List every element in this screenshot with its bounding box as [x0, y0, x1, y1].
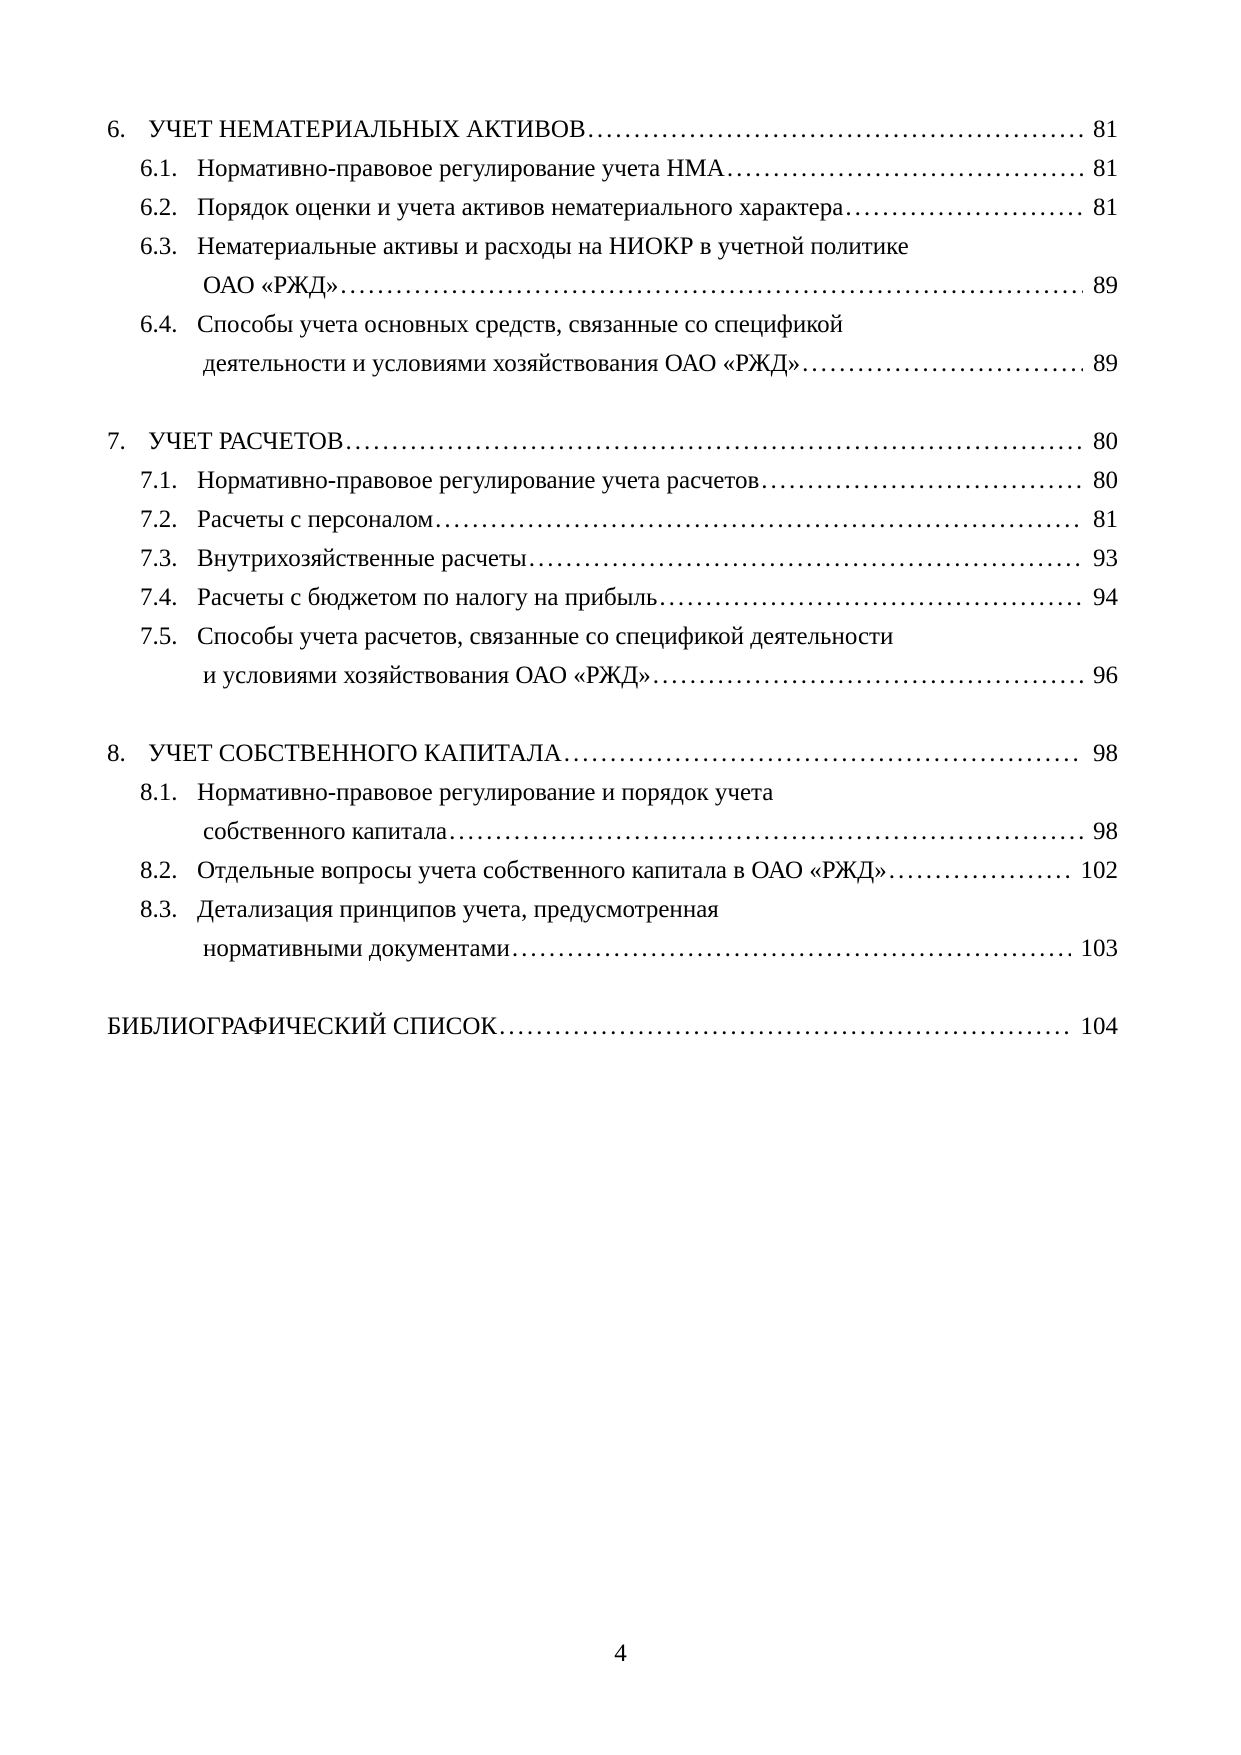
toc-entry-continuation — [107, 812, 1118, 851]
dot-leader — [346, 422, 1084, 461]
toc-entry-title: Детализация принципов учета, предусмотренная — [197, 896, 719, 923]
toc-entry-8.1 — [107, 773, 1118, 812]
dot-leader — [761, 461, 1083, 500]
toc-entry-number: 7.4. — [140, 584, 178, 611]
toc-entry-6.2 — [107, 188, 1118, 227]
toc-entry-number: 6. — [107, 116, 126, 143]
toc-entry-continuation — [107, 344, 1118, 383]
page-footer-number: 4 — [614, 1640, 627, 1667]
toc-entry-title: Способы учета основных средств, связанные со спецификой — [197, 311, 843, 338]
toc-entry-title: Способы учета расчетов, связанные со спецификой деятельности — [197, 623, 894, 650]
toc-entry-number: 8. — [107, 740, 126, 767]
dot-leader — [889, 851, 1071, 890]
toc-entry-page-number: 81 — [1093, 506, 1118, 533]
toc-entry-title: Нематериальные активы и расходы на НИОКР в учетной политике — [197, 233, 909, 260]
toc-entry-7.2 — [107, 500, 1118, 539]
toc-entry-title: Расчеты с бюджетом по налогу на прибыль — [197, 584, 658, 611]
toc-entry-title: УЧЕТ СОБСТВЕННОГО КАПИТАЛА — [148, 740, 562, 767]
dot-leader — [588, 110, 1083, 149]
toc-entry-continuation — [107, 656, 1118, 695]
toc-entry-7.5 — [107, 617, 1118, 656]
dot-leader — [564, 734, 1083, 773]
toc-entry-title: собственного капитала — [203, 818, 448, 845]
toc-entry-title: Нормативно-правовое регулирование учета НМА — [197, 155, 725, 182]
toc-entry-7.3 — [107, 539, 1118, 578]
toc-entry-number: 7.2. — [140, 506, 178, 533]
toc-entry-title: нормативными документами — [203, 935, 510, 962]
toc-entry-page-number: 89 — [1093, 272, 1118, 299]
toc-entry-6.1 — [107, 149, 1118, 188]
toc-entry-continuation — [107, 266, 1118, 305]
toc-entry-title: БИБЛИОГРАФИЧЕСКИЙ СПИСОК — [107, 1013, 498, 1040]
toc-entry-title: деятельности и условиями хозяйствования ОАО «РЖД» — [203, 350, 801, 377]
toc-entry-number: 8.3. — [140, 896, 178, 923]
toc-entry-8.3 — [107, 890, 1118, 929]
dot-leader — [659, 578, 1083, 617]
table-of-contents — [107, 110, 1118, 1046]
toc-entry-title: Нормативно-правовое регулирование и порядок учета — [197, 779, 774, 806]
toc-entry-6.3 — [107, 227, 1118, 266]
toc-entry-number: 6.4. — [140, 311, 178, 338]
dot-leader — [529, 539, 1083, 578]
dot-leader — [845, 188, 1083, 227]
toc-entry-bibliography — [107, 1007, 1118, 1046]
toc-entry-page-number: 93 — [1093, 545, 1118, 572]
toc-entry-page-number: 102 — [1080, 857, 1118, 884]
toc-entry-page-number: 98 — [1093, 740, 1118, 767]
toc-entry-page-number: 94 — [1093, 584, 1118, 611]
toc-entry-page-number: 98 — [1093, 818, 1118, 845]
toc-entry-page-number: 80 — [1093, 467, 1118, 494]
toc-entry-number: 7. — [107, 428, 126, 455]
toc-entry-6 — [107, 110, 1118, 149]
toc-entry-title: Внутрихозяйственные расчеты — [197, 545, 527, 572]
toc-entry-6.4 — [107, 305, 1118, 344]
toc-entry-title: Отдельные вопросы учета собственного капитала в ОАО «РЖД» — [197, 857, 887, 884]
toc-entry-7 — [107, 422, 1118, 461]
toc-entry-page-number: 81 — [1093, 155, 1118, 182]
dot-leader — [435, 500, 1083, 539]
toc-entry-number: 8.2. — [140, 857, 178, 884]
toc-entry-number: 6.3. — [140, 233, 178, 260]
toc-entry-page-number: 80 — [1093, 428, 1118, 455]
toc-entry-7.4 — [107, 578, 1118, 617]
toc-entry-title: УЧЕТ НЕМАТЕРИАЛЬНЫХ АКТИВОВ — [148, 116, 586, 143]
toc-entry-number: 6.2. — [140, 194, 178, 221]
toc-entry-page-number: 81 — [1093, 116, 1118, 143]
toc-entry-title: Нормативно-правовое регулирование учета расчетов — [197, 467, 760, 494]
toc-entry-number: 7.5. — [140, 623, 178, 650]
dot-leader — [340, 266, 1083, 305]
dot-leader — [449, 812, 1083, 851]
toc-entry-number: 6.1. — [140, 155, 178, 182]
toc-entry-title: Расчеты с персоналом — [197, 506, 434, 533]
dot-leader — [499, 1007, 1070, 1046]
toc-entry-title: Порядок оценки и учета активов нематериального характера — [197, 194, 844, 221]
toc-entry-continuation — [107, 929, 1118, 968]
toc-entry-8 — [107, 734, 1118, 773]
toc-entry-title: и условиями хозяйствования ОАО «РЖД» — [203, 662, 651, 689]
toc-entry-page-number: 103 — [1080, 935, 1118, 962]
toc-entry-8.2 — [107, 851, 1118, 890]
toc-entry-number: 7.1. — [140, 467, 178, 494]
dot-leader — [653, 656, 1083, 695]
dot-leader — [727, 149, 1083, 188]
toc-entry-number: 8.1. — [140, 779, 178, 806]
toc-entry-page-number: 81 — [1093, 194, 1118, 221]
dot-leader — [512, 929, 1071, 968]
dot-leader — [802, 344, 1083, 383]
toc-entry-page-number: 89 — [1093, 350, 1118, 377]
toc-entry-7.1 — [107, 461, 1118, 500]
toc-entry-title: УЧЕТ РАСЧЕТОВ — [148, 428, 344, 455]
toc-entry-page-number: 104 — [1080, 1013, 1118, 1040]
toc-entry-number: 7.3. — [140, 545, 178, 572]
toc-entry-title: ОАО «РЖД» — [203, 272, 339, 299]
toc-entry-page-number: 96 — [1093, 662, 1118, 689]
